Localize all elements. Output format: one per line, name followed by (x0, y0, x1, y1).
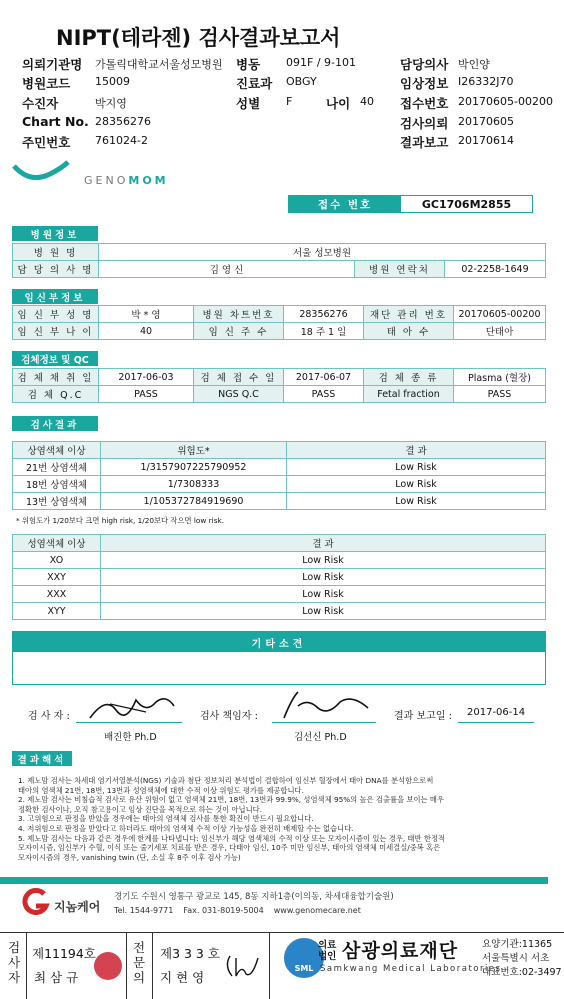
sex-chrom-name: XXX (13, 586, 101, 603)
interpretation-list (18, 776, 538, 862)
chromosome-name: 18번 상염색체 (13, 476, 101, 493)
org-english-name: Samkwang Medical Laboratories (320, 964, 502, 974)
list-item: 모자이시즘의 경우, vanishing twin (단, 소실 후 8주 이후 검사 가능) (18, 852, 241, 862)
risk-value: 1/105372784919690 (101, 493, 287, 510)
pregnant-mgmt-value: 20170605-00200 (454, 306, 546, 323)
fetus-count-label: 태 아 수 (364, 323, 454, 340)
company-name: 지놈케어 (54, 900, 101, 914)
org-rep-phone: 대표번호:02-3497 (482, 967, 562, 978)
sex-result-col-header: 결 과 (101, 535, 546, 552)
test-request-value: 20170605 (458, 115, 514, 128)
company-fax: Fax. 031-8019-5004 (183, 906, 264, 915)
list-item: 4. 저위험으로 판정을 받았다고 하더라도 태아의 염색체 수적 이상 가능성을 완전히 배제할 수는 없습니다. (18, 823, 354, 833)
manager-name: 김선신 Ph.D (294, 732, 347, 743)
manager-signature-icon (278, 688, 372, 724)
sex-chrom-name: XYY (13, 603, 101, 620)
result-value: Low Risk (287, 476, 546, 493)
sex-chrom-col-header: 성염색체 이상 (13, 535, 101, 552)
sample-type-value: Plasma (혈장) (454, 369, 546, 386)
list-item: 정확한 검사이나, 오직 참고용이고 임상 진단을 목적으로 하는 것이 아닙니다. (18, 804, 263, 814)
list-item: 1. 제노맘 검사는 차세대 염기서열분석(NGS) 기술과 첨단 정보처리 분석법이 결합하여 임신부 혈장에서 태아 DNA를 분석함으로써 (18, 776, 434, 785)
org-name: 삼광의료재단 (342, 940, 459, 962)
hospital-doctor-value: 김 영 신 (99, 261, 355, 278)
report-date-value: 2017-06-14 (467, 707, 526, 718)
clinical-value: I26332J70 (458, 75, 514, 88)
sex-chrom-result: Low Risk (101, 603, 546, 620)
sex-chromosome-table (12, 534, 546, 620)
hospital-name-value: 서울 성모병원 (99, 244, 546, 261)
pregnant-chart-value: 28356276 (284, 306, 364, 323)
divider (26, 932, 27, 999)
risk-value: 1/7308333 (101, 476, 287, 493)
other-findings-box (12, 631, 546, 685)
receipt-number-box (288, 195, 533, 213)
sample-info-title: 검체정보 및 QC (12, 351, 98, 366)
institution-label: 의뢰기관명 (22, 57, 83, 72)
receipt-no-label: 접수번호 (400, 96, 449, 111)
hospital-info-title: 병원정보 (12, 226, 98, 241)
sample-type-label: 검 체 종 류 (364, 369, 454, 386)
tester-seal-icon (94, 952, 122, 980)
pregnant-info-table (12, 305, 546, 340)
tester-sign-label: 검 사 자 : (28, 711, 70, 722)
autosome-col-header: 상염색체 이상 (13, 442, 101, 459)
org-code: 요양기관:11365 (482, 939, 553, 950)
pregnant-mgmt-label: 재단 관리 번호 (364, 306, 454, 323)
result-value: Low Risk (287, 493, 546, 510)
sample-receive-label: 검 체 접 수 일 (194, 369, 284, 386)
sex-chrom-name: XO (13, 552, 101, 569)
result-report-label: 결과보고 (400, 135, 449, 150)
sml-logo-icon: SML (284, 938, 324, 978)
report-date-label: 결과 보고일 : (394, 711, 453, 722)
company-web: www.genomecare.net (273, 906, 361, 915)
ward-label: 병동 (236, 57, 261, 72)
list-item: 3. 고위험으로 판정을 받았을 경우에는 태아의 염색체 검사를 통한 확진이 반드시 필요합니다. (18, 814, 314, 824)
list-item: 5. 제노맘 검사는 다음과 같은 경우에 한계를 나타냅니다: 임신부가 해당 염색체의 수적 이상 또는 모자이시즘이 있는 경우, 태반 한정적 (18, 833, 446, 843)
list-item: 2. 제노맘 검사는 비침습적 검사로 유산 위험이 없고 염색체 21번, 18번, 13번과 99.9%, 성염색체 95%의 높은 검출률을 보이는 매우 (18, 795, 445, 805)
genomecare-logo-icon (20, 888, 52, 916)
fetal-fraction-value: PASS (454, 386, 546, 403)
patient-label: 수진자 (22, 96, 59, 111)
company-tel: Tel. 1544-9771 (114, 906, 174, 915)
hospital-code-value: 15009 (95, 75, 130, 88)
results-title: 검사결과 (12, 416, 98, 431)
manager-sign-label: 검사 책임자 : (200, 711, 259, 722)
sex-chrom-result: Low Risk (101, 552, 546, 569)
patient-value: 박지영 (95, 97, 127, 110)
specialist-signature-icon (222, 952, 262, 980)
tester-license-no: 제11194호 (32, 946, 96, 961)
hospital-name-label: 병 원 명 (13, 244, 99, 261)
tester-license-name: 최 삼 규 (34, 970, 79, 985)
doctor-label: 담당의사 (400, 57, 449, 72)
hospital-code-label: 병원코드 (22, 76, 71, 91)
sample-qc-value: PASS (99, 386, 194, 403)
receipt-no-value: 20170605-00200 (458, 95, 553, 108)
hospital-contact-value: 02-2258-1649 (445, 261, 546, 278)
table-row (13, 552, 546, 569)
pregnant-weeks-label: 임 신 주 수 (194, 323, 284, 340)
page-title: NIPT(테라젠) 검사결과보고서 (56, 26, 341, 50)
sex-chrom-name: XXY (13, 569, 101, 586)
specialist-vertical-label: 전 문 의 (132, 940, 146, 985)
receipt-number-value: GC1706M2855 (421, 197, 512, 211)
specialist-license-name: 지 현 영 (160, 970, 205, 985)
sex-value: F (286, 95, 293, 108)
ward-value: 091F / 9-101 (286, 56, 356, 69)
pregnant-info-title: 임신부정보 (12, 289, 98, 304)
ngs-qc-value: PASS (284, 386, 364, 403)
institution-value: 가톨릭대학교서울성모병원 (95, 58, 223, 71)
specialist-license-no: 제3 3 3 호 (160, 946, 220, 961)
fetus-count-value: 단태아 (454, 323, 546, 340)
chromosome-name: 21번 상염색체 (13, 459, 101, 476)
genomom-logo-icon (10, 160, 70, 186)
list-item: 모자이시즘, 임신부가 수혈, 이식 또는 줄기세포 치료를 받은 경우, 다태아 임신, 10주 미만 임신부, 태아의 염색체 미세결실/중복 혹은 (18, 843, 441, 853)
other-findings-text (13, 652, 545, 658)
table-row (13, 459, 546, 476)
pregnant-weeks-value: 18 주 1 일 (284, 323, 364, 340)
pregnant-age-label: 임 신 부 나 이 (13, 323, 99, 340)
sex-label: 성별 (236, 96, 261, 111)
tester-signature-icon (86, 690, 176, 724)
ngs-qc-label: NGS Q.C (194, 386, 284, 403)
risk-footnote: * 위험도가 1/20보다 크면 high risk, 1/20보다 작으면 low risk. (16, 516, 225, 525)
doctor-value: 박인양 (458, 58, 490, 71)
test-request-label: 검사의뢰 (400, 116, 449, 131)
footer-divider (0, 877, 548, 884)
table-row (13, 569, 546, 586)
divider (126, 932, 127, 999)
pregnant-chart-label: 병원 차트번호 (194, 306, 284, 323)
sample-collect-label: 검 체 채 취 일 (13, 369, 99, 386)
sex-chrom-result: Low Risk (101, 569, 546, 586)
result-col-header: 결 과 (287, 442, 546, 459)
chromosome-name: 13번 상염색체 (13, 493, 101, 510)
chart-label: Chart No. (22, 114, 89, 129)
company-contacts (114, 906, 361, 915)
org-city: 서울특별시 서초 (482, 953, 550, 964)
fetal-fraction-label: Fetal fraction (364, 386, 454, 403)
age-label: 나이 (326, 96, 351, 111)
interpretation-title: 결과해석 (12, 751, 72, 766)
org-prefix: 의료 법인 (318, 940, 337, 962)
hospital-contact-label: 병원 연락처 (355, 261, 445, 278)
company-address: 경기도 수원시 영통구 광교로 145, 8동 지하1층(이의동, 차세대융합기술원) (114, 892, 394, 902)
receipt-number-label: 접수 번호 (289, 196, 401, 212)
rrn-label: 주민번호 (22, 135, 71, 150)
pregnant-name-label: 임 신 부 성 명 (13, 306, 99, 323)
table-row (13, 476, 546, 493)
risk-value: 1/3157907225790952 (101, 459, 287, 476)
risk-col-header: 위험도* (101, 442, 287, 459)
pregnant-age-value: 40 (99, 323, 194, 340)
pregnant-name-value: 박 * 영 (99, 306, 194, 323)
result-value: Low Risk (287, 459, 546, 476)
hospital-doctor-label: 담 당 의 사 명 (13, 261, 99, 278)
chart-value: 28356276 (95, 115, 151, 128)
tester-name: 배진한 Ph.D (104, 732, 157, 743)
sample-info-table (12, 368, 546, 403)
sex-chrom-result: Low Risk (101, 586, 546, 603)
list-item: 태아의 염색체 21번, 18번, 13번과 성염색체에 대한 수적 이상 위험도 평가를 제공합니다. (18, 785, 304, 795)
genomom-brand: GENOMOM (84, 174, 169, 187)
result-report-value: 20170614 (458, 134, 514, 147)
dept-value: OBGY (286, 75, 317, 88)
clinical-label: 임상정보 (400, 76, 449, 91)
sample-receive-value: 2017-06-07 (284, 369, 364, 386)
rrn-value: 761024-2 (95, 134, 148, 147)
age-value: 40 (360, 95, 374, 108)
autosome-results-table (12, 441, 546, 510)
table-row (13, 586, 546, 603)
table-row (13, 603, 546, 620)
org-contact-block (482, 938, 564, 980)
hospital-info-table (12, 243, 546, 278)
sample-collect-value: 2017-06-03 (99, 369, 194, 386)
tester-vertical-label: 검 사 자 (7, 940, 21, 985)
other-findings-title: 기타소견 (13, 632, 545, 652)
table-row (13, 493, 546, 510)
divider (152, 932, 153, 999)
dept-label: 진료과 (236, 76, 273, 91)
report-date-line (458, 722, 534, 723)
sample-qc-label: 검 체 Q.C (13, 386, 99, 403)
